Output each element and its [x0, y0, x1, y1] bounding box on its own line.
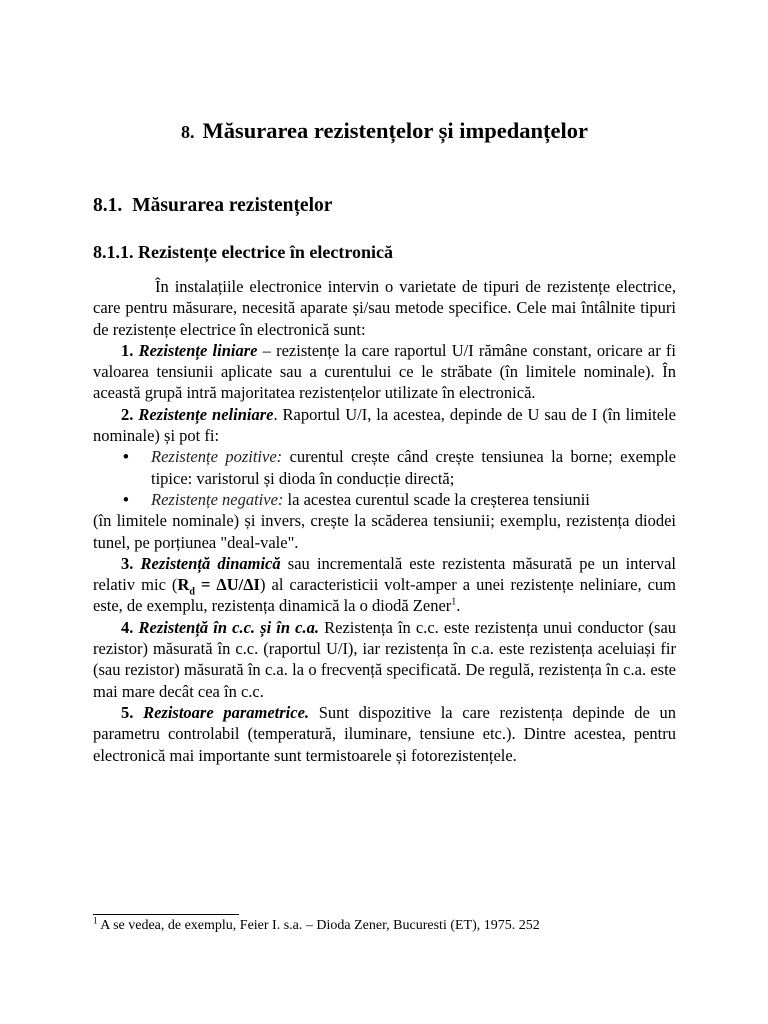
item-number: 3.: [121, 553, 134, 573]
bullet-icon: •: [123, 489, 129, 509]
item-term: Rezistențe liniare: [138, 340, 258, 360]
bullet-term: Rezistențe negative:: [151, 489, 284, 509]
item-text-after: ) al caracteristicii volt-amper a unei rezistențe neliniare, cum este, de exemplu, rezistența dinamică la o diodă Zener: [93, 575, 677, 616]
item-number: 2.: [121, 404, 134, 424]
section-heading: [93, 195, 332, 217]
bullet-text: curentul crește când crește tensiunea la borne; exemple tipice: varistorul și dioda în conducție directă;: [151, 447, 676, 488]
item-text: Rezistența în c.c. este rezistența unui conductor (sau rezistor) măsurată în c.c. (raportul U/I), iar rezistența în c.a. este rezistența aceluiași fir (sau rezistor) măsurată în c.a. la o frecvență specificată. De regulă, rezistența în c.a. este mai mare decât cea în c.c.: [93, 617, 677, 701]
item-number: 1.: [121, 340, 134, 360]
body-text: [93, 276, 676, 766]
bullet-continuation: (în limitele nominale) și invers, crește la scăderea tensiunii; exemplu, rezistența diodei tunel, pe porțiunea "deal-vale".: [93, 511, 676, 552]
chapter-title: [93, 118, 676, 144]
item-text: Sunt dispozitive la care rezistența depinde de un parametru controlabil (temperatură, iluminare, tensiune etc.). Dintre acestea, pentru electronică mai importante sunt termistoarele și fotorezistențele.: [93, 702, 676, 765]
section-title-text: Măsurarea rezistențelor: [132, 195, 333, 216]
item-term: Rezistență în c.c. și în c.a.: [138, 617, 319, 637]
item-text: sau incrementală este rezistenta măsurată pe un interval relativ mic (: [93, 553, 676, 595]
item-number: 4.: [121, 617, 134, 637]
item-text: – rezistențe la care raportul U/I rămâne constant, oricare ar fi valoarea tensiunii aplicate sau a curentului ce le străbate (în limitele nominale). În această grupă intră majoritatea rezistențelor utilizate în electronică.: [93, 340, 677, 403]
subsection-heading: 8.1.1. Rezistențe electrice în electronică: [93, 242, 394, 262]
section-number: 8.1.: [93, 195, 123, 216]
list-item-3: 3. Rezistență dinamică sau incrementală este rezistenta măsurată pe un interval relativ mic $(R_d = \Delta U/\Delta I)$ al caracteristicii volt-amper a unei rezistențe neliniare, cum este, de exemplu, rezistența dinamică la o diodă Zener$^1$.: [93, 553, 677, 616]
list-item-4: [93, 617, 676, 702]
footnote: [93, 915, 540, 934]
footnote-text: A se vedea, de exemplu, Feier I. s.a. – Dioda Zener, Bucuresti (ET), 1975. 252: [97, 918, 540, 933]
bullet-item-negative: [93, 489, 676, 510]
footnote-divider: [93, 914, 239, 915]
list-item-1: [93, 340, 676, 404]
item-term: Rezistoare parametrice.: [143, 702, 310, 722]
bullet-icon: •: [123, 447, 129, 467]
intro-paragraph: În instalațiile electronice intervin o varietate de tipuri de rezistențe electrice, care pentru măsurare, necesită aparate și/sau metode specifice. Cele mai întâlnite tipuri de rezistențe electrice în electronică sunt:: [93, 277, 676, 339]
chapter-number: 8.: [180, 122, 195, 142]
footnote-mark: 1: [93, 915, 98, 926]
item-term: Rezistențe neliniare: [138, 404, 274, 424]
formula: $R_d = \Delta U/\Delta I$: [177, 575, 260, 598]
item-term: Rezistență dinamică: [140, 553, 281, 573]
item-number: 5.: [121, 702, 134, 722]
item-text: . Raportul U/I, la acestea, depinde de U sau de I (în limitele nominale) și pot fi:: [93, 404, 676, 446]
bullet-item-positive: [93, 446, 676, 489]
list-item-5: [93, 702, 676, 766]
bullet-term: Rezistențe pozitive:: [151, 447, 283, 467]
chapter-title-text: Măsurarea rezistențelor și impedanțelor: [202, 118, 589, 143]
bullet-text: la acestea curentul scade la creșterea tensiunii: [283, 489, 590, 509]
list-item-2: [93, 404, 676, 447]
footnote-reference[interactable]: 1: [451, 596, 457, 608]
